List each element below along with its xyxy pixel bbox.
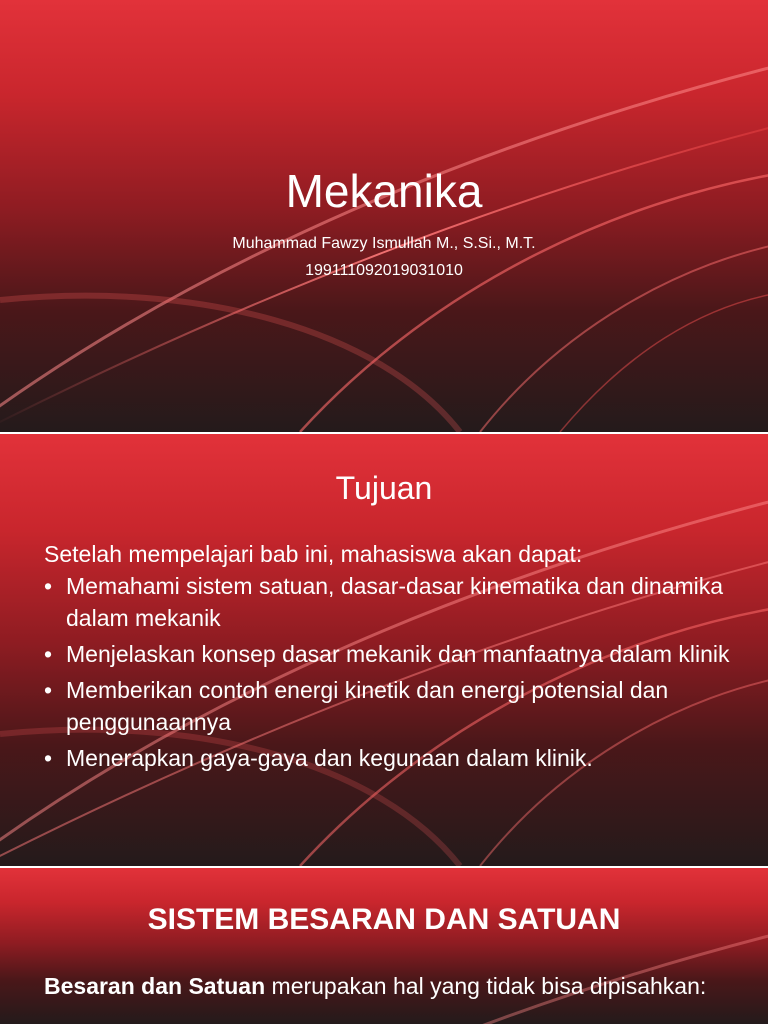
paragraph-text: merupakan hal yang tidak bisa dipisahkan:: [265, 973, 707, 999]
paragraph: [44, 970, 724, 1002]
slide-tujuan: [0, 434, 768, 866]
list-item: [44, 742, 734, 774]
list-item: [44, 638, 734, 670]
slide-heading: SISTEM BESARAN DAN SATUAN: [147, 903, 621, 936]
list-item-text: Memahami sistem satuan, dasar-dasar kinematika dan dinamika dalam mekanik: [66, 573, 724, 631]
list-item-text: Menerapkan gaya-gaya dan kegunaan dalam klinik.: [66, 745, 593, 771]
objectives-list: [44, 570, 734, 778]
list-item-text: Memberikan contoh energi kinetik dan energi potensial dan penggunaannya: [66, 677, 669, 735]
bullet-icon: •: [44, 641, 53, 667]
list-item-text: Menjelaskan konsep dasar mekanik dan manfaatnya dalam klinik: [66, 641, 730, 667]
bullet-icon: •: [44, 745, 53, 771]
presentation-title: Mekanika: [285, 165, 483, 217]
slide-sistem-besaran: [0, 868, 768, 1024]
bullet-icon: •: [44, 573, 53, 599]
author-name: Muhammad Fawzy Ismullah M., S.Si., M.T.: [232, 235, 536, 252]
intro-text: Setelah mempelajari bab ini, mahasiswa akan dapat:: [44, 541, 583, 567]
list-item: [44, 674, 734, 738]
paragraph-bold-term: Besaran dan Satuan: [44, 973, 266, 999]
author-id-number: 199111092019031010: [305, 262, 463, 279]
bullet-icon: •: [44, 677, 53, 703]
slide-title: [0, 0, 768, 432]
presentation-subtitle: [0, 233, 768, 287]
list-item: [44, 570, 734, 634]
slide-heading: Tujuan: [335, 470, 433, 506]
